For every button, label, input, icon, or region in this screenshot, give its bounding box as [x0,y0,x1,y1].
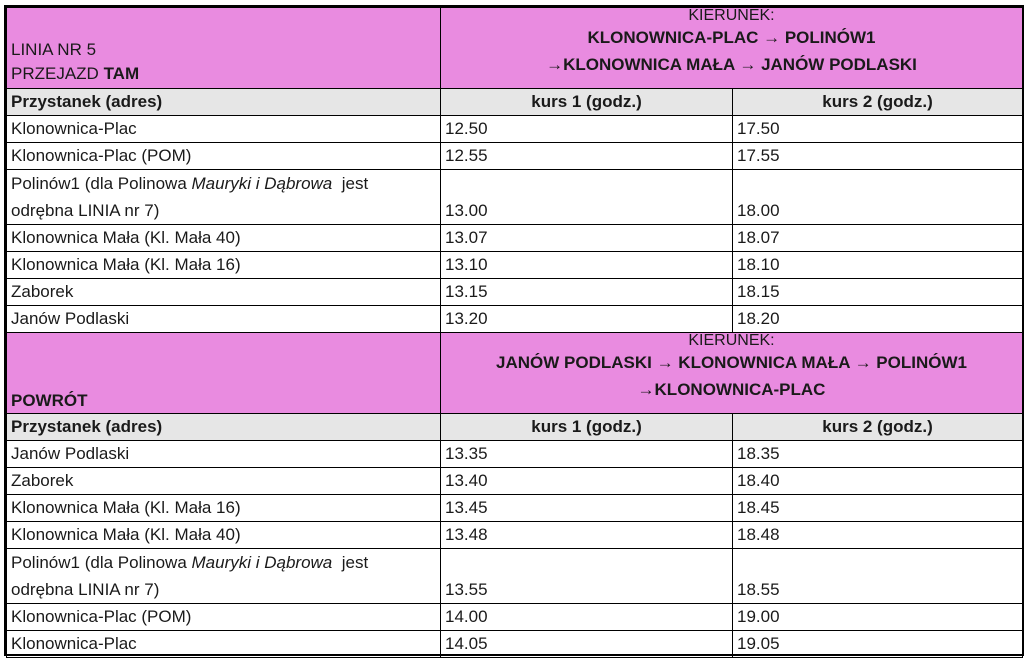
kurs1-time: 14.05 [441,631,733,658]
table-row [7,631,1023,658]
kurs2-time: 18.40 [733,468,1023,495]
table-row [7,252,1023,279]
kurs1-time: 13.40 [441,468,733,495]
stop-name: Klonownica-Plac (POM) [7,604,441,631]
kurs1-time: 13.15 [441,279,733,306]
stop-name: Zaborek [7,468,441,495]
kurs1-time: 13.07 [441,225,733,252]
col-header-kurs2: kurs 2 (godz.) [733,414,1023,441]
kurs2-time: 18.45 [733,495,1023,522]
kurs1-time: 13.55 [441,549,733,604]
table-row [7,522,1023,549]
stop-name: Zaborek [7,279,441,306]
table-row [7,306,1023,333]
kurs1-time: 12.55 [441,143,733,170]
kurs2-time: 18.15 [733,279,1023,306]
przejazd-prefix: PRZEJAZD [11,64,104,83]
kurs2-time: 18.48 [733,522,1023,549]
kurs1-time: 12.50 [441,116,733,143]
outbound-header-row [7,8,1023,89]
kurs1-time: 13.10 [441,252,733,279]
table-row [7,441,1023,468]
table-row [7,143,1023,170]
table-row [7,225,1023,252]
timetable [6,7,1023,658]
kurs1-time: 13.48 [441,522,733,549]
table-row [7,170,1023,225]
stop-name: Klonownica Mała (Kl. Mała 16) [7,495,441,522]
col-header-stop: Przystanek (adres) [7,414,441,441]
timetable-sheet [4,5,1024,656]
stop-name: Klonownica-Plac [7,116,441,143]
kurs2-time: 19.05 [733,631,1023,658]
return-label: POWRÓT [11,391,88,410]
kurs1-time: 13.20 [441,306,733,333]
stop-name: Klonownica-Plac [7,631,441,658]
kurs2-time: 18.55 [733,549,1023,604]
col-header-kurs2: kurs 2 (godz.) [733,89,1023,116]
direction-label: KIERUNEK: [688,332,775,349]
direction-route: KLONOWNICA-PLAC → POLINÓW1 →KLONOWNICA MAŁA → JANÓW PODLASKI [546,28,917,74]
table-row [7,279,1023,306]
kurs1-time: 13.00 [441,170,733,225]
kurs2-time: 19.00 [733,604,1023,631]
kurs2-time: 18.00 [733,170,1023,225]
stop-name: Klonownica-Plac (POM) [7,143,441,170]
line-label: LINIA NR 5 [11,40,97,59]
kurs2-time: 17.50 [733,116,1023,143]
col-header-kurs1: kurs 1 (godz.) [441,89,733,116]
stop-name: Polinów1 (dla Polinowa Mauryki i Dąbrowa jest odrębna LINIA nr 7) [7,170,441,225]
kurs2-time: 18.07 [733,225,1023,252]
przejazd-value: TAM [103,64,140,83]
table-row [7,116,1023,143]
table-row [7,549,1023,604]
return-label-cell [7,333,441,414]
table-row [7,468,1023,495]
direction-route: JANÓW PODLASKI → KLONOWNICA MAŁA → POLINÓW1 →KLONOWNICA-PLAC [496,353,967,399]
table-row [7,604,1023,631]
return-header-row [7,333,1023,414]
stop-name: Klonownica Mała (Kl. Mała 40) [7,522,441,549]
stop-name: Janów Podlaski [7,441,441,468]
outbound-direction-cell [441,8,1023,89]
stop-name: Polinów1 (dla Polinowa Mauryki i Dąbrowa jest odrębna LINIA nr 7) [7,549,441,604]
kurs2-time: 18.35 [733,441,1023,468]
kurs2-time: 17.55 [733,143,1023,170]
stop-name: Klonownica Mała (Kl. Mała 40) [7,225,441,252]
col-header-stop: Przystanek (adres) [7,89,441,116]
table-row [7,495,1023,522]
kurs2-time: 18.10 [733,252,1023,279]
kurs2-time: 18.20 [733,306,1023,333]
kurs1-time: 14.00 [441,604,733,631]
outbound-column-headers [7,89,1023,116]
return-direction-cell [441,333,1023,414]
stop-name: Klonownica Mała (Kl. Mała 16) [7,252,441,279]
kurs1-time: 13.45 [441,495,733,522]
kurs1-time: 13.35 [441,441,733,468]
col-header-kurs1: kurs 1 (godz.) [441,414,733,441]
outbound-line-cell [7,8,441,89]
direction-label: KIERUNEK: [688,7,775,24]
return-column-headers [7,414,1023,441]
stop-name: Janów Podlaski [7,306,441,333]
